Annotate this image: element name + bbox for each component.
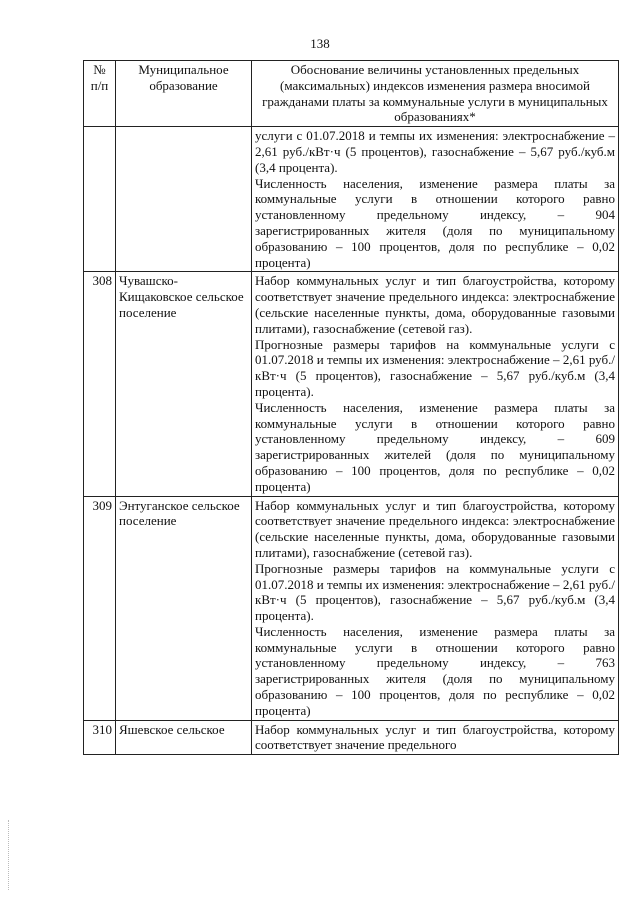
row-justification (252, 272, 619, 496)
row-number (84, 127, 116, 272)
row-number: 310 (84, 720, 116, 755)
header-num: № п/п (84, 61, 116, 127)
page-number: 138 (310, 36, 330, 51)
row-paragraph: услуги с 01.07.2018 и темпы их изменения: электроснабжение – 2,61 руб./кВт·ч (5 процентов), газоснабжение – 5,67 руб./куб.м (3,4 процента). (255, 128, 615, 175)
row-number: 309 (84, 496, 116, 720)
table-row (84, 720, 619, 755)
row-municipality: Чувашско-Кищаковское сельское поселение (116, 272, 252, 496)
row-paragraph: Прогнозные размеры тарифов на коммунальные услуги с 01.07.2018 и темпы их изменения: электроснабжение – 2,61 руб./кВт·ч (5 процентов), газоснабжение – 5,67 руб./куб.м (3,4 процента). (255, 560, 615, 624)
margin-mark (8, 820, 11, 890)
row-number: 308 (84, 272, 116, 496)
row-justification (252, 720, 619, 755)
row-paragraph: Прогнозные размеры тарифов на коммунальные услуги с 01.07.2018 и темпы их изменения: электроснабжение – 2,61 руб./кВт·ч (5 процентов), газоснабжение – 5,67 руб./куб.м (3,4 процента). (255, 336, 615, 399)
row-paragraph: Набор коммунальных услуг и тип благоустройства, которому соответствует значение предельного (255, 721, 615, 753)
tariff-table (83, 60, 619, 755)
header-municipality: Муниципальное образование (116, 61, 252, 127)
row-paragraph: Набор коммунальных услуг и тип благоустройства, которому соответствует значение предельного индекса: электроснабжение (сельские населенные пункты, дома, оборудованные газовыми плитами), газоснабжение (сетевой газ). (255, 497, 615, 560)
row-paragraph: Набор коммунальных услуг и тип благоустройства, которому соответствует значение предельного индекса: электроснабжение (сельские населенные пункты, дома, оборудованные газовыми плитами), газоснабжение (сетевой газ). (255, 273, 615, 336)
row-municipality: Яшевское сельское (116, 720, 252, 755)
row-municipality (116, 127, 252, 272)
row-justification (252, 127, 619, 272)
header-justification: Обоснование величины установленных предельных (максимальных) индексов изменения размера вносимой гражданами платы за коммунальные услуги в муниципальных образованиях* (252, 61, 619, 127)
table-row (84, 127, 619, 272)
table-header-row (84, 61, 619, 127)
row-paragraph: Численность населения, изменение размера платы за коммунальные услуги в отношении которого равно установленному предельному индексу, – 904 зарегистрированных жителя (доля по муниципальному образованию – 100 процентов, доля по республике – 0,02 процента) (255, 175, 615, 270)
table-row (84, 496, 619, 720)
row-municipality: Энтуганское сельское поселение (116, 496, 252, 720)
row-justification (252, 496, 619, 720)
row-paragraph: Численность населения, изменение размера платы за коммунальные услуги в отношении которого равно установленному предельному индексу, – 609 зарегистрированных жителей (доля по муниципальному образованию – 100 процентов, доля по республике – 0,02 процента) (255, 399, 615, 494)
table-row (84, 272, 619, 496)
row-paragraph: Численность населения, изменение размера платы за коммунальные услуги в отношении которого равно установленному предельному индексу, – 763 зарегистрированных жителя (доля по муниципальному образованию – 100 процентов, доля по республике – 0,02 процента) (255, 623, 615, 718)
